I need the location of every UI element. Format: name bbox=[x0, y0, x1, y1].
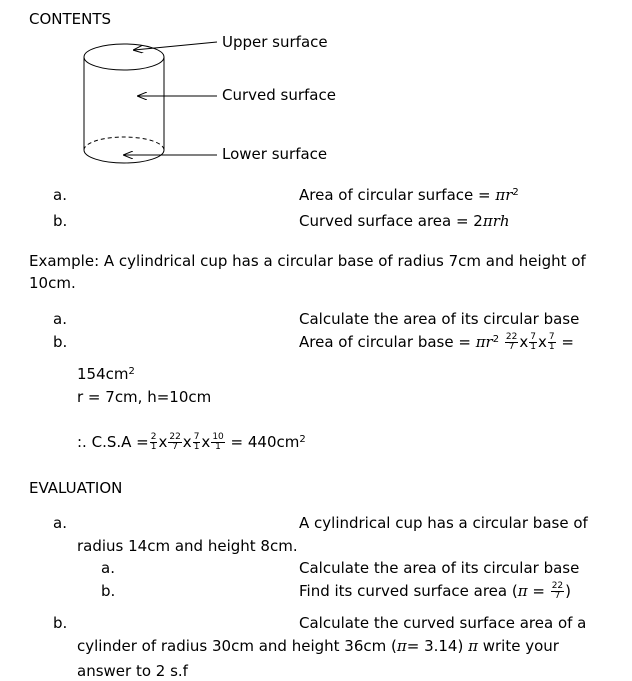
contents-heading: CONTENTS bbox=[29, 10, 112, 28]
evaluation-sub-a-text: Calculate the area of its circular base bbox=[299, 559, 580, 577]
evaluation-b-line-3: answer to 2 s.f bbox=[77, 662, 188, 680]
evaluation-a-marker: a. bbox=[53, 514, 67, 532]
example-result: $154cm^2$ bbox=[77, 365, 135, 383]
cylinder-bottom-front bbox=[84, 150, 164, 163]
fraction-10-1: $\frac{10}{1}$ bbox=[212, 432, 224, 452]
fraction-22-7-csa: $\frac{22}{7}$ bbox=[169, 432, 181, 452]
evaluation-a-text: A cylindrical cup has a circular base of bbox=[299, 514, 588, 532]
cylinder-bottom-back bbox=[84, 137, 164, 150]
evaluation-a-line-2: radius 14cm and height 8cm. bbox=[77, 537, 298, 555]
fraction-7-1-b: $\frac{7}{1}$ bbox=[548, 332, 555, 352]
formula-a-marker: a. bbox=[53, 186, 67, 204]
formula-b-marker: b. bbox=[53, 212, 68, 230]
evaluation-sub-b-marker: b. bbox=[101, 582, 116, 600]
label-curved-surface: Curved surface bbox=[222, 86, 336, 104]
fraction-22-7-eval: $\frac{22}{7}$ bbox=[551, 581, 564, 601]
label-upper-surface: Upper surface bbox=[222, 33, 328, 51]
evaluation-b-text: Calculate the curved surface area of a bbox=[299, 614, 587, 632]
formula-a: Area of circular surface = $\pi r^2$ bbox=[299, 186, 519, 204]
example-a-marker: a. bbox=[53, 310, 67, 328]
example-b-text: Area of circular base = $\pi r^2$ $\frac{22}{7}$ x $\frac{7}{1}$ x $\frac{7}{1}$ = bbox=[299, 332, 574, 352]
example-a-text: Calculate the area of its circular base bbox=[299, 310, 580, 328]
example-line-1: Example: A cylindrical cup has a circular base of radius 7cm and height of bbox=[29, 252, 586, 270]
formula-b: Curved surface area = 2πrh bbox=[299, 212, 510, 230]
example-line-2: 10cm. bbox=[29, 274, 76, 292]
evaluation-heading: EVALUATION bbox=[29, 479, 123, 497]
fraction-2-1: $\frac{2}{1}$ bbox=[150, 432, 157, 452]
evaluation-b-line-2: cylinder of radius 30cm and height 36cm (π= 3.14) π write your bbox=[77, 637, 559, 655]
label-lower-surface: Lower surface bbox=[222, 145, 328, 163]
evaluation-sub-a-marker: a. bbox=[101, 559, 115, 577]
fraction-7-1-a: $\frac{7}{1}$ bbox=[530, 332, 536, 352]
fraction-22-7: $\frac{22}{7}$ bbox=[505, 332, 518, 352]
fraction-7-1-csa: $\frac{7}{1}$ bbox=[193, 432, 200, 452]
example-b-marker: b. bbox=[53, 333, 68, 351]
evaluation-sub-b-text: Find its curved surface area (π = $\frac{22}{7}$ ) bbox=[299, 581, 572, 601]
example-csa: :. C.S.A = $\frac{2}{1}$ x $\frac{22}{7}$ x $\frac{7}{1}$ x $\frac{10}{1}$ = $440cm^2$ bbox=[77, 432, 306, 452]
example-given: r = 7cm, h=10cm bbox=[77, 388, 212, 406]
evaluation-b-marker: b. bbox=[53, 614, 68, 632]
